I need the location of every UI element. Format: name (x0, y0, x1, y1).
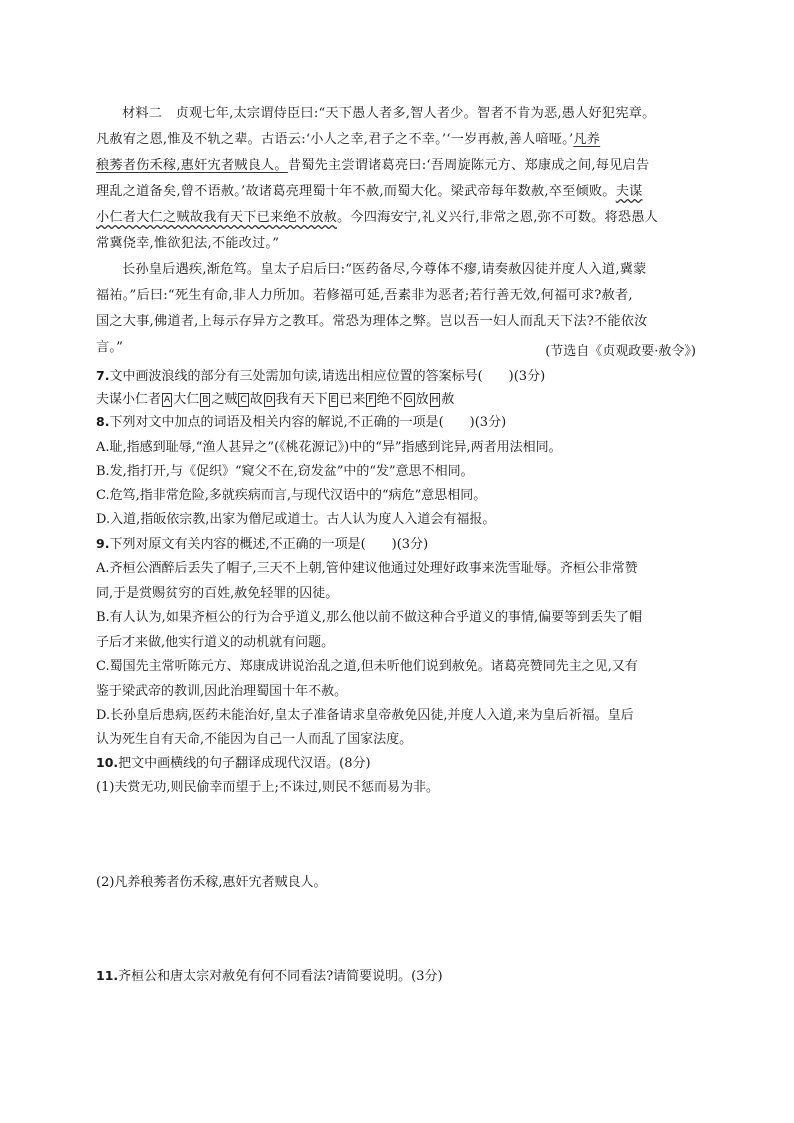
segment-3: 故 (249, 392, 263, 407)
segment-6: 绝不 (376, 392, 403, 407)
question-9-option-a[interactable]: A.齐桓公酒醉后丢失了帽子,三天不上朝,管仲建议他通过处理好政事来洗雪耻辱。齐桓公非常赞 (96, 561, 638, 576)
question-9-option-c[interactable]: C.蜀国先主常听陈元方、郑康成讲说治乱之道,但未听他们说到赦免。诸葛亮赞同先主之见,又有 (96, 659, 638, 674)
question-8-option-c[interactable]: C.危笃,指非常危险,多就疾病而言,与现代汉语中的“病危”意思相同。 (96, 488, 487, 503)
passage-line-2 (96, 128, 600, 147)
question-7 (96, 365, 545, 384)
question-9 (96, 533, 428, 552)
label-g[interactable]: G (405, 395, 413, 405)
segment-4: 我有天下 (275, 392, 328, 407)
label-e[interactable]: E (330, 395, 337, 405)
wavy-segment-start: 夫谋 (615, 184, 643, 199)
question-10-item-2: (2)凡养稂莠者伤禾稼,惠奸宄者贼良人。 (96, 875, 327, 890)
question-10-number: 10. (96, 755, 119, 770)
question-9-option-b[interactable]: B.有人认为,如果齐桓公的行为合乎道义,那么他以前不做这种合乎道义的事情,偏要等到丢失了帽 (96, 610, 643, 625)
question-9-option-d[interactable]: D.长孙皇后患病,医药未能治好,皇太子准备请求皇帝赦免囚徒,并度人入道,来为皇后祈福。皇后 (96, 708, 634, 723)
passage-line-9: 国之大事,佛道者,上每示存异方之教耳。常恐为理体之弊。岂以吾一妇人而乱天下法?不能依汝 (96, 314, 648, 329)
question-7-segments (96, 388, 454, 407)
label-f[interactable]: F (368, 395, 374, 405)
segment-5: 已来 (339, 392, 366, 407)
question-9-text: 下列对原文有关内容的概述,不正确的一项是( )(3分) (109, 537, 429, 552)
question-11-text: 齐桓公和唐太宗对赦免有何不同看法?请简要说明。(3分) (118, 969, 443, 984)
question-11 (96, 965, 443, 984)
question-8-text: 下列对文中加点的词语及相关内容的解说,不正确的一项是( )(3分) (109, 415, 507, 430)
label-d[interactable]: D (265, 395, 273, 405)
passage-line-8: 福祐。”后曰:“死生有命,非人力所加。若修福可延,吾素非为恶者;若行善无效,何福可求?赦者, (96, 288, 633, 303)
passage-line-3 (96, 154, 649, 173)
segment-1: 大仁 (173, 392, 200, 407)
question-7-text: 文中画波浪线的部分有三处需加句读,请选出相应位置的答案标号( )(3分) (109, 369, 546, 384)
wavy-segment: 小仁者大仁之贼故我有天下已来绝不放赦 (96, 210, 337, 225)
segment-8: 赦 (441, 392, 455, 407)
question-10-text: 把文中画横线的句子翻译成现代汉语。(8分) (118, 756, 371, 771)
question-7-number: 7. (96, 368, 110, 383)
label-a[interactable]: A (164, 395, 171, 405)
question-8-option-d[interactable]: D.入道,指皈依宗教,出家为僧尼或道士。古人认为度人入道会有福报。 (96, 512, 496, 527)
question-10-item-1: (1)夫赏无功,则民偷幸而望于上;不诛过,则民不惩而易为非。 (96, 780, 440, 795)
passage-line-7: 长孙皇后遇疾,渐危笃。皇太子启后曰:“医药备尽,今尊体不瘳,请奏赦囚徒并度人入道,冀蒙 (122, 262, 647, 277)
question-8-number: 8. (96, 414, 110, 429)
question-9-option-c-cont: 鉴于梁武帝的教训,因此治理蜀国十年不赦。 (96, 684, 348, 699)
question-8 (96, 411, 506, 430)
passage-source: (节选自《贞观政要·赦令》) (545, 344, 696, 359)
label-c[interactable]: C (240, 395, 247, 405)
segment-0: 夫谋小仁者 (96, 392, 162, 407)
segment-7: 放 (415, 392, 429, 407)
passage-line-1: 材料二 贞观七年,太宗谓侍臣曰:“天下愚人者多,智人者少。智者不肯为恶,愚人好犯宪章。 (122, 106, 656, 121)
passage-line-5-text: 。今四海安宁,礼义兴行,非常之恩,弥不可数。将恐愚人 (336, 210, 659, 225)
label-b[interactable]: B (202, 395, 209, 405)
underlined-sentence-2: 稂莠者伤禾稼,惠奸宄者贼良人。 (96, 158, 288, 173)
label-h[interactable]: H (431, 395, 439, 405)
passage-line-4-text: 理乱之道备矣,曾不语赦。’故诸葛亮理蜀十年不赦,而蜀大化。梁武帝每年数赦,卒至倾败。 (96, 184, 616, 199)
passage-line-5 (96, 206, 658, 225)
question-11-number: 11. (96, 968, 119, 983)
question-9-option-d-cont: 认为死生自有天命,不能因为自己一人而乱了国家法度。 (96, 732, 413, 747)
passage-line-6: 常冀侥幸,惟欲犯法,不能改过。” (96, 236, 280, 251)
passage-line-10: 言。” (96, 340, 124, 355)
passage-line-4 (96, 180, 642, 199)
question-8-option-a[interactable]: A.耻,指感到耻辱,“渔人甚异之”(《桃花源记》)中的“异”指感到诧异,两者用法相同。 (96, 440, 562, 455)
question-10 (96, 752, 371, 771)
segment-2: 之贼 (211, 392, 238, 407)
question-9-number: 9. (96, 536, 110, 551)
underlined-sentence-2-start: 凡养 (573, 132, 601, 147)
passage-line-2-text: 凡赦宥之恩,惟及不轨之辈。古语云:‘小人之幸,君子之不幸。’‘一岁再赦,善人喑哑。’ (96, 132, 574, 147)
passage-line-3-text: 昔蜀先主尝谓诸葛亮曰:‘吾周旋陈元方、郑康成之间,每见启告 (287, 158, 650, 173)
question-9-option-a-cont: 同,于是赏赐贫穷的百姓,赦免轻罪的囚徒。 (96, 586, 339, 601)
question-9-option-b-cont: 子后才来做,他实行道义的动机就有问题。 (96, 635, 335, 650)
question-8-option-b[interactable]: B.发,指打开,与《促织》“窥父不在,窃发盆”中的“发”意思不相同。 (96, 464, 474, 479)
